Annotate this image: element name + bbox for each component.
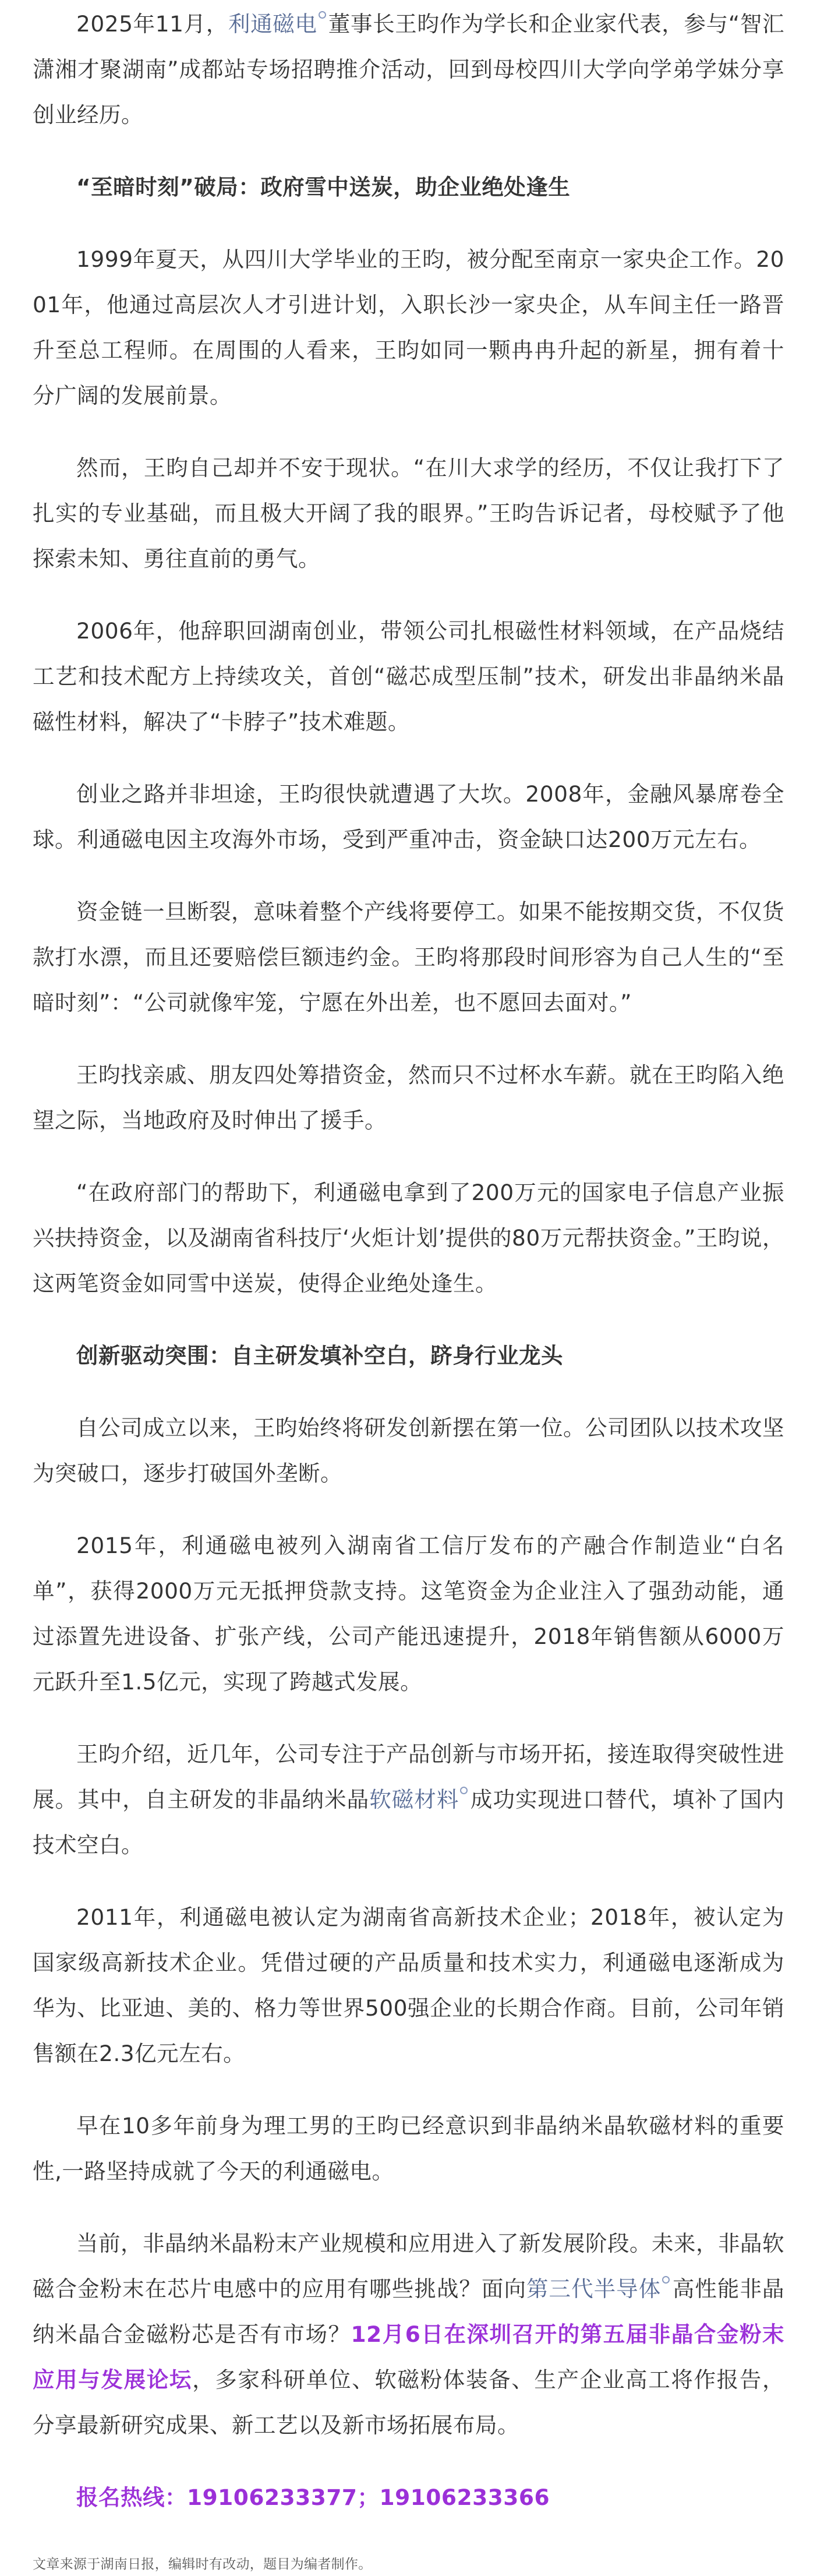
link-ring-icon (319, 11, 326, 19)
intro-text-b: 董事长王昀作为学长和企业家代表，参与“智汇潇湘才聚湖南”成都站专场招聘推介活动，回到母校四川大学向学弟学妹分享创业经历。 (33, 11, 785, 128)
article (0, 1, 817, 2576)
source-note: 文章来源于湖南日报，编辑时有改动，题目为编者制作。 (33, 2557, 372, 2572)
paragraph-11 (33, 1731, 784, 1868)
paragraph-14 (33, 2221, 784, 2448)
paragraph-9: 自公司成立以来，王昀始终将研发创新摆在第一位。公司团队以技术攻坚为突破口，逐步打破国外垄断。 (33, 1415, 784, 1486)
paragraph-10: 2015年，利通磁电被列入湖南省工信厅发布的产融合作制造业“白名单”，获得2000万元无抵押贷款支持。这笔资金为企业注入了强劲动能，通过添置先进设备、扩张产线，公司产能迅速提升，2018年销售额从6000万元跃升至1.5亿元，实现了跨越式发展。 (33, 1533, 784, 1695)
semiconductor-link[interactable]: 第三代半导体 (526, 2276, 662, 2302)
company-link[interactable]: 利通磁电 (228, 11, 317, 37)
soft-magnetic-link[interactable]: 软磁材料 (369, 1787, 459, 1812)
signup-hotline: 报名热线：19106233377；19106233366 (76, 2485, 550, 2510)
paragraph-8: “在政府部门的帮助下，利通磁电拿到了200万元的国家电子信息产业振兴扶持资金，以及湖南省科技厅‘火炬计划’提供的80万元帮扶资金。”王昀说，这两笔资金如同雪中送炭，使得企业绝处逢生。 (33, 1180, 784, 1296)
section-heading-2: 创新驱动突围：自主研发填补空白，跻身行业龙头 (76, 1343, 563, 1368)
paragraph-2: 1999年夏天，从四川大学毕业的王昀，被分配至南京一家央企工作。2001年，他通过高层次人才引进计划，入职长沙一家央企，从车间主任一路晋升至总工程师。在周围的人看来，王昀如同一颗冉冉升起的新星，拥有着十分广阔的发展前景。 (33, 246, 784, 408)
intro-text-a: 2025年11月， (76, 11, 228, 37)
section-heading-1: “至暗时刻”破局：政府雪中送炭，助企业绝处逢生 (76, 174, 571, 200)
paragraph-5: 创业之路并非坦途，王昀很快就遭遇了大坎。2008年，金融风暴席卷全球。利通磁电因主攻海外市场，受到严重冲击，资金缺口达200万元左右。 (33, 781, 784, 852)
p14-text-c: ，多家科研单位、软磁粉体装备、生产企业高工将作报告，分享最新研究成果、新工艺以及新市场拓展布局。 (33, 2367, 784, 2438)
paragraph-12: 2011年，利通磁电被认定为湖南省高新技术企业；2018年，被认定为国家级高新技术企业。凭借过硬的产品质量和技术实力，利通磁电逐渐成为华为、比亚迪、美的、格力等世界500强企业的长期合作商。目前，公司年销售额在2.3亿元左右。 (33, 1904, 784, 2066)
p11-text-b: 成功实现进口替代，填补了国内技术空白。 (33, 1787, 785, 1858)
paragraph-3: 然而，王昀自己却并不安于现状。“在川大求学的经历，不仅让我打下了扎实的专业基础，而且极大开阔了我的眼界。”王昀告诉记者，母校赋予了他探索未知、勇往直前的勇气。 (33, 455, 784, 571)
p14-text-a: 当前，非晶纳米晶粉末产业规模和应用进入了新发展阶段。未来，非晶软磁合金粉末在芯片电感中的应用有哪些挑战？面向 (33, 2231, 784, 2302)
forum-highlight: 12月6日在深圳召开的第五届非晶合金粉末应用与发展论坛 (33, 2321, 785, 2392)
paragraph-intro (33, 1, 784, 137)
p11-text-a: 王昀介绍，近几年，公司专注于产品创新与市场开拓，接连取得突破性进展。其中，自主研发的非晶纳米晶 (33, 1741, 784, 1812)
link-ring-icon (460, 1787, 468, 1794)
paragraph-13: 早在10多年前身为理工男的王昀已经意识到非晶纳米晶软磁材料的重要性,一路坚持成就了今天的利通磁电。 (33, 2113, 784, 2184)
link-ring-icon (662, 2276, 670, 2284)
paragraph-6: 资金链一旦断裂，意味着整个产线将要停工。如果不能按期交货，不仅货款打水漂，而且还要赔偿巨额违约金。王昀将那段时间形容为自己人生的“至暗时刻”：“公司就像牢笼，宁愿在外出差，也不愿回去面对。” (33, 899, 784, 1015)
paragraph-7: 王昀找亲戚、朋友四处筹措资金，然而只不过杯水车薪。就在王昀陷入绝望之际，当地政府及时伸出了援手。 (33, 1062, 784, 1133)
paragraph-4: 2006年，他辞职回湖南创业，带领公司扎根磁性材料领域，在产品烧结工艺和技术配方上持续攻关，首创“磁芯成型压制”技术，研发出非晶纳米晶磁性材料，解决了“卡脖子”技术难题。 (33, 618, 784, 735)
p14-text-b: 高性能非晶纳米晶合金磁粉芯是否有市场？ (33, 2276, 785, 2347)
